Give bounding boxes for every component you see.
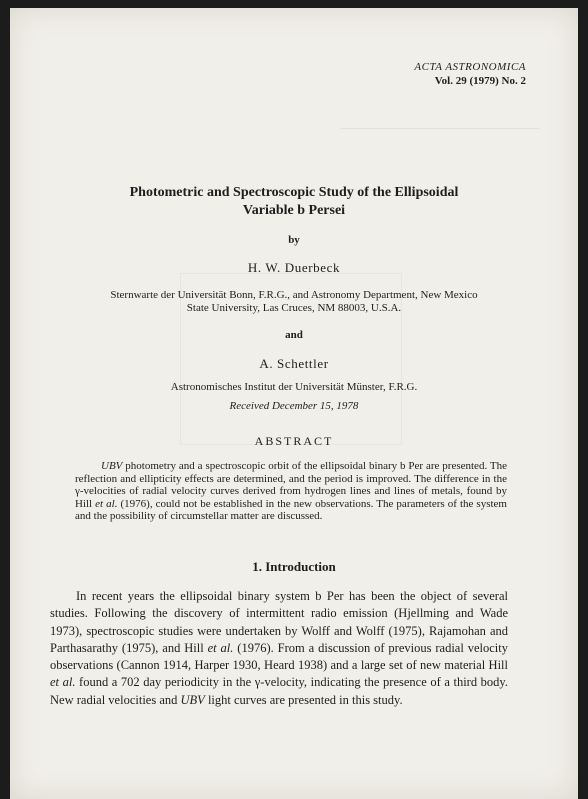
intro-ubv: UBV — [180, 692, 205, 707]
author-1-affiliation-line-2: State University, Las Cruces, NM 88003, U.S.A. — [186, 302, 402, 314]
intro-text-part-2: (1976). From a discussion of previous radial velocity observations (Cannon 1914, Harper 1930, Heard 1938) and a large set of new material Hill — [50, 640, 508, 673]
author-2-name: A. Schettler — [259, 356, 329, 371]
intro-etal-1: et al. — [207, 640, 234, 655]
author-1-affiliation-line-1: Sternwarte der Universität Bonn, F.R.G., and Astronomy Department, New Mexico — [110, 289, 478, 301]
intro-text-part-3: found a 702 day periodicity in the γ-velocity, indicating the presence of a third body. New radial velocities and — [50, 675, 508, 707]
paper-title — [10, 184, 578, 220]
author-1-affiliation — [10, 289, 578, 315]
intro-text-part-1: In recent years the ellipsoidal binary system b Per has been the object of several studies. Following the discovery of intermittent radio emission (Hjellming and Wade 1973), spectroscopic studies were undertaken by Wolff and Wolff (1975), Rajamohan and Parthasarathy (1975), and Hill — [50, 589, 508, 655]
journal-volume: Vol. 29 (1979) No. 2 — [434, 75, 526, 87]
abstract-text-part-1: photometry and a spectroscopic orbit of the ellipsoidal binary b Per are presented. The reflection and ellipticity effects are determined, and the period is improved. The difference in the γ-velocities of radial velocity curves derived from hydrogen lines and lines of metals, found by Hill — [75, 460, 507, 510]
journal-header — [414, 60, 526, 88]
received-date: Received December 15, 1978 — [229, 400, 359, 412]
abstract-heading: ABSTRACT — [254, 434, 334, 448]
intro-etal-2: et al. — [50, 675, 76, 690]
journal-name: ACTA ASTRONOMICA — [414, 61, 526, 73]
section-heading-introduction: 1. Introduction — [252, 559, 336, 574]
paper-page — [10, 8, 578, 799]
paper-title-line-1: Photometric and Spectroscopic Study of the Ellipsoidal — [129, 185, 459, 200]
author-1-name: H. W. Duerbeck — [247, 260, 341, 275]
author-2-affiliation: Astronomisches Institut der Universität Münster, F.R.G. — [170, 381, 418, 393]
and-label: and — [285, 329, 303, 341]
abstract-text-part-2: (1976), could not be established in the new observations. The parameters of the system and the possibility of circumstellar matter are discussed. — [75, 497, 507, 522]
abstract-ubv: UBV — [101, 460, 123, 472]
intro-text-part-4: light curves are presented in this study. — [204, 692, 403, 707]
paper-title-line-2: Variable b Persei — [242, 203, 346, 218]
abstract-etal: et al. — [95, 497, 118, 510]
by-label: by — [288, 234, 300, 246]
introduction-paragraph — [50, 588, 508, 709]
abstract-text — [75, 460, 507, 523]
